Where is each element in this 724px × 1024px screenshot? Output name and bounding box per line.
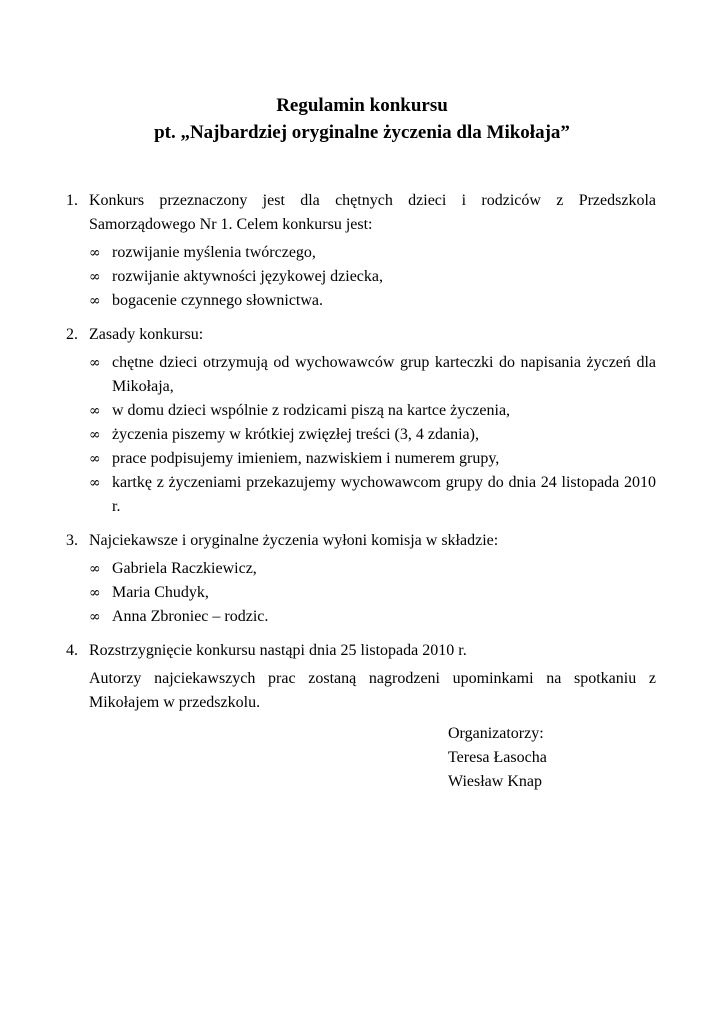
bullet-list	[89, 557, 656, 629]
list-item: ∞ życzenia piszemy w krótkiej zwięzłej treści (3, 4 zdania),	[89, 423, 656, 447]
document-title: Regulamin konkursu	[276, 95, 448, 116]
list-item: ∞ rozwijanie aktywności językowej dziecka,	[89, 265, 656, 289]
organizers-label: Organizatorzy:	[448, 725, 544, 742]
infinity-bullet-icon: ∞	[89, 451, 101, 467]
infinity-bullet-icon: ∞	[89, 427, 101, 443]
rule-section-1	[66, 189, 656, 313]
rule-number: 3.	[66, 532, 78, 549]
signature-block	[448, 722, 547, 794]
infinity-bullet-icon: ∞	[89, 475, 101, 491]
infinity-bullet-icon: ∞	[89, 403, 101, 419]
infinity-bullet-icon: ∞	[89, 269, 101, 285]
bullet-list	[89, 241, 656, 313]
rule-number: 4.	[66, 642, 78, 659]
rule-number: 1.	[66, 192, 78, 209]
infinity-bullet-icon: ∞	[89, 293, 101, 309]
organizer-name: Teresa Łasocha	[448, 749, 547, 766]
list-item: ∞ Anna Zbroniec – rodzic.	[89, 605, 656, 629]
rule-number: 2.	[66, 326, 78, 343]
list-item: ∞ chętne dzieci otrzymują od wychowawców grup karteczki do napisania życzeń dla Mikołaja,	[89, 351, 656, 399]
rules-list	[66, 189, 656, 725]
list-item: ∞ rozwijanie myślenia twórczego,	[89, 241, 656, 265]
rule-note: Autorzy najciekawszych prac zostaną nagrodzeni upominkami na spotkaniu z Mikołajem w przedszkolu.	[89, 670, 656, 711]
bullet-list	[89, 351, 656, 519]
infinity-bullet-icon: ∞	[89, 245, 101, 261]
list-item: ∞ prace podpisujemy imieniem, nazwiskiem i numerem grupy,	[89, 447, 656, 471]
list-item: ∞ w domu dzieci wspólnie z rodzicami piszą na kartce życzenia,	[89, 399, 656, 423]
list-item: ∞ Gabriela Raczkiewicz,	[89, 557, 656, 581]
list-item: ∞ bogacenie czynnego słownictwa.	[89, 289, 656, 313]
rule-section-3	[66, 529, 656, 629]
rule-section-2	[66, 323, 656, 519]
rule-text: Najciekawsze i oryginalne życzenia wyłoni komisja w składzie:	[89, 532, 499, 549]
infinity-bullet-icon: ∞	[89, 585, 101, 601]
rule-text: Konkurs przeznaczony jest dla chętnych dzieci i rodziców z Przedszkola Samorządowego Nr 1. Celem konkursu jest:	[89, 192, 656, 233]
infinity-bullet-icon: ∞	[89, 355, 101, 371]
rule-text: Zasady konkursu:	[89, 326, 204, 343]
organizer-name: Wiesław Knap	[448, 773, 542, 790]
list-item: ∞ Maria Chudyk,	[89, 581, 656, 605]
document-subtitle: pt. „Najbardziej oryginalne życzenia dla Mikołaja”	[154, 122, 570, 143]
infinity-bullet-icon: ∞	[89, 609, 101, 625]
rule-section-4	[66, 639, 656, 715]
list-item: ∞ kartkę z życzeniami przekazujemy wychowawcom grupy do dnia 24 listopada 2010 r.	[89, 471, 656, 519]
rule-text: Rozstrzygnięcie konkursu nastąpi dnia 25 listopada 2010 r.	[89, 642, 467, 659]
infinity-bullet-icon: ∞	[89, 561, 101, 577]
